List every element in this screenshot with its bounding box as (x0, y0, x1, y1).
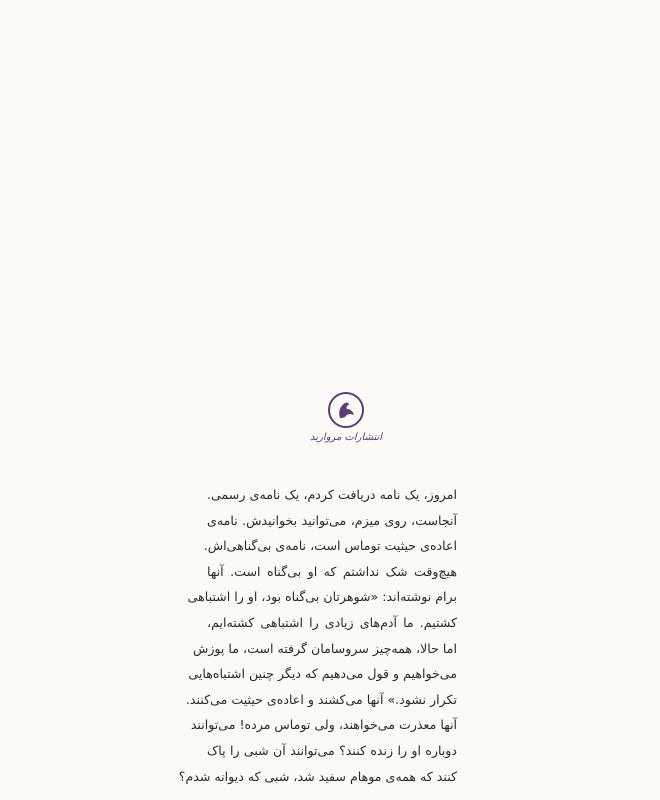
text-line: اعاده‌ی حیثیت توماس است، نامه‌ی بی‌گناهی‌اش. (203, 538, 457, 554)
text-line: کنند که همه‌ی موهام سفید شد، شبی که دیوانه شدم؟ (178, 768, 457, 784)
bird-emblem-icon (328, 392, 364, 428)
text-line: آنها معذرت می‌خواهند، ولی توماس مرده! می‌توانند (190, 717, 457, 733)
text-line: اما حالا، همه‌چیز سروسامان گرفته است، ما پوزش (192, 640, 457, 656)
publisher-logo (309, 392, 383, 443)
text-line: می‌خواهیم و قول می‌دهیم که دیگر چنین اشتباه‌هایی (188, 666, 457, 682)
text-line: هیچ‌وقت شک نداشتم که او بی‌گناه است. آنها (207, 563, 457, 579)
text-line: دوباره او را زنده کنند؟ می‌توانند آن شبی را پاک (207, 742, 457, 758)
publisher-name: انتشارات مروارید (309, 432, 383, 443)
text-line: برام نوشته‌اند: «شوهرتان بی‌گناه بود، او را اشتباهی (187, 589, 457, 605)
text-line: تکرار نشود.» آنها می‌کشند و اعاده‌ی حیثیت می‌کنند. (185, 691, 457, 707)
text-line: کشتیم. ما آدم‌های زیادی را اشتباهی کشته‌ایم، (207, 614, 457, 630)
text-line: امروز، یک نامه دریافت کردم، یک نامه‌ی رسمی. (207, 487, 457, 502)
page-body-text (178, 482, 457, 789)
text-line: آنجاست، روی میزم، می‌توانید بخوانیدش. نامه‌ی (207, 512, 457, 528)
